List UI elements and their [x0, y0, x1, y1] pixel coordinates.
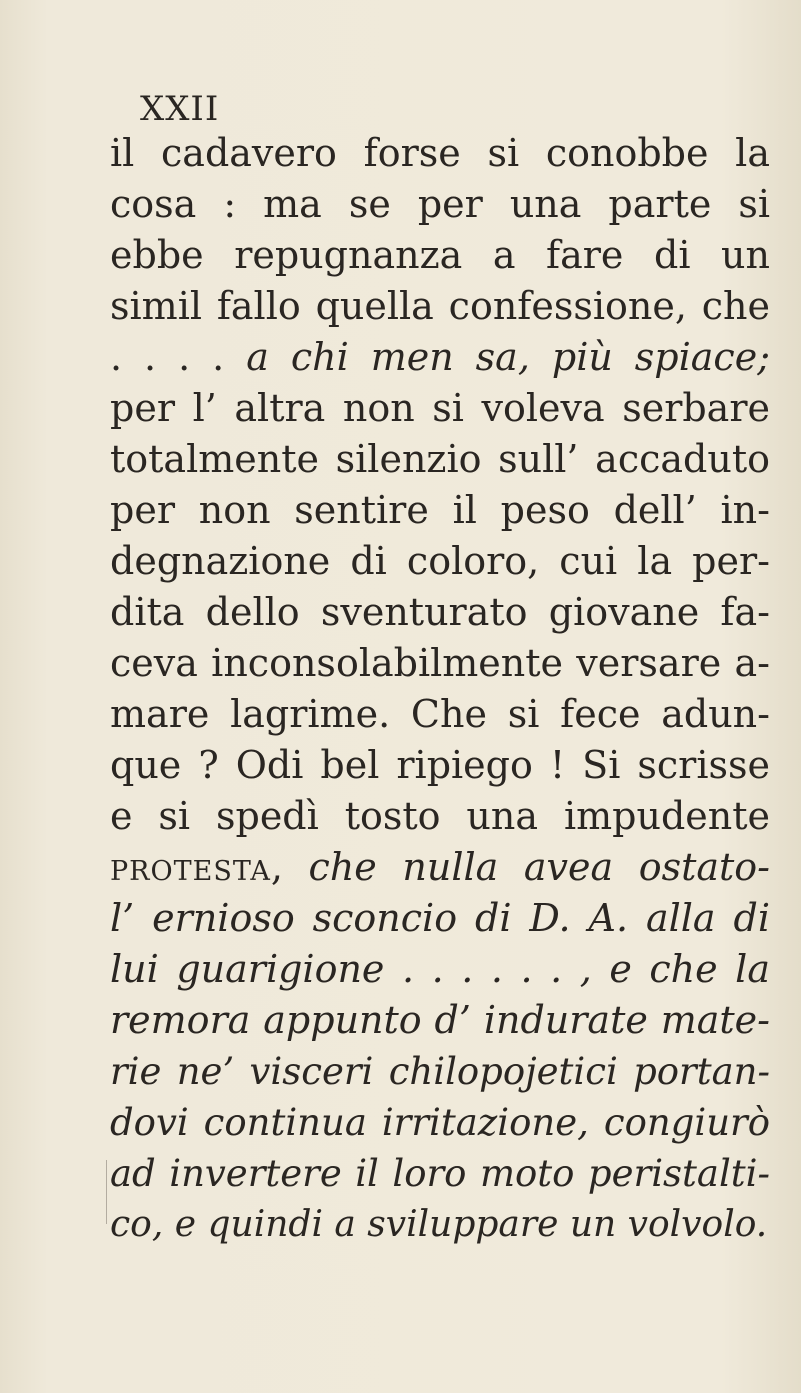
text-line-13: que ? Odi bel ripiego ! Si scrisse — [110, 743, 770, 787]
text-line-9: degnazione di coloro, cui la per- — [110, 539, 770, 583]
italic-phrase: che nulla avea ostato- — [308, 845, 770, 889]
quote-italic: a chi men sa, più spiace; — [246, 335, 770, 379]
text-line-11: ceva inconsolabilmente versare a- — [110, 641, 770, 685]
text-line-10: dita dello sventurato giovane fa- — [110, 590, 770, 634]
text-line-3: ebbe repugnanza a fare di un — [110, 233, 770, 277]
text-line-1: il cadavero forse si conobbe la — [110, 131, 770, 175]
text-line-18: remora appunto d’ indurate mate- — [110, 998, 770, 1042]
protesta-word: protesta — [110, 845, 271, 889]
margin-rule — [106, 1160, 107, 1224]
body-text — [110, 128, 770, 1250]
text-line-19: rie ne’ visceri chilopojetici portan- — [110, 1050, 770, 1093]
text-line-2: cosa : ma se per una parte si — [110, 182, 770, 226]
text-line-15 — [110, 842, 770, 893]
text-line-14: e si spedì tosto una impudente — [110, 794, 770, 838]
text-line-5 — [110, 332, 770, 383]
page-number: XXII — [140, 89, 220, 129]
text-line-21: ad invertere il loro moto peristalti- — [110, 1152, 770, 1195]
text-line-20: dovi continua irritazione, congiurò — [110, 1101, 770, 1144]
text-line-6: per l’ altra non si voleva serbare — [110, 386, 770, 430]
ellipsis: . . . . — [110, 335, 247, 379]
text-line-12: mare lagrime. Che si fece adun- — [110, 692, 770, 736]
text-line-16: l’ ernioso sconcio di D. A. alla di — [110, 896, 770, 940]
text-line-8: per non sentire il peso dell’ in- — [110, 488, 770, 532]
separator: , — [270, 845, 309, 889]
text-line-7: totalmente silenzio sull’ accaduto — [110, 437, 770, 481]
text-line-4: simil fallo quella confessione, che — [110, 284, 770, 328]
text-line-22: co, e quindi a sviluppare un volvolo. — [110, 1204, 768, 1245]
text-line-17: lui guarigione . . . . . . , e che la — [110, 947, 770, 991]
